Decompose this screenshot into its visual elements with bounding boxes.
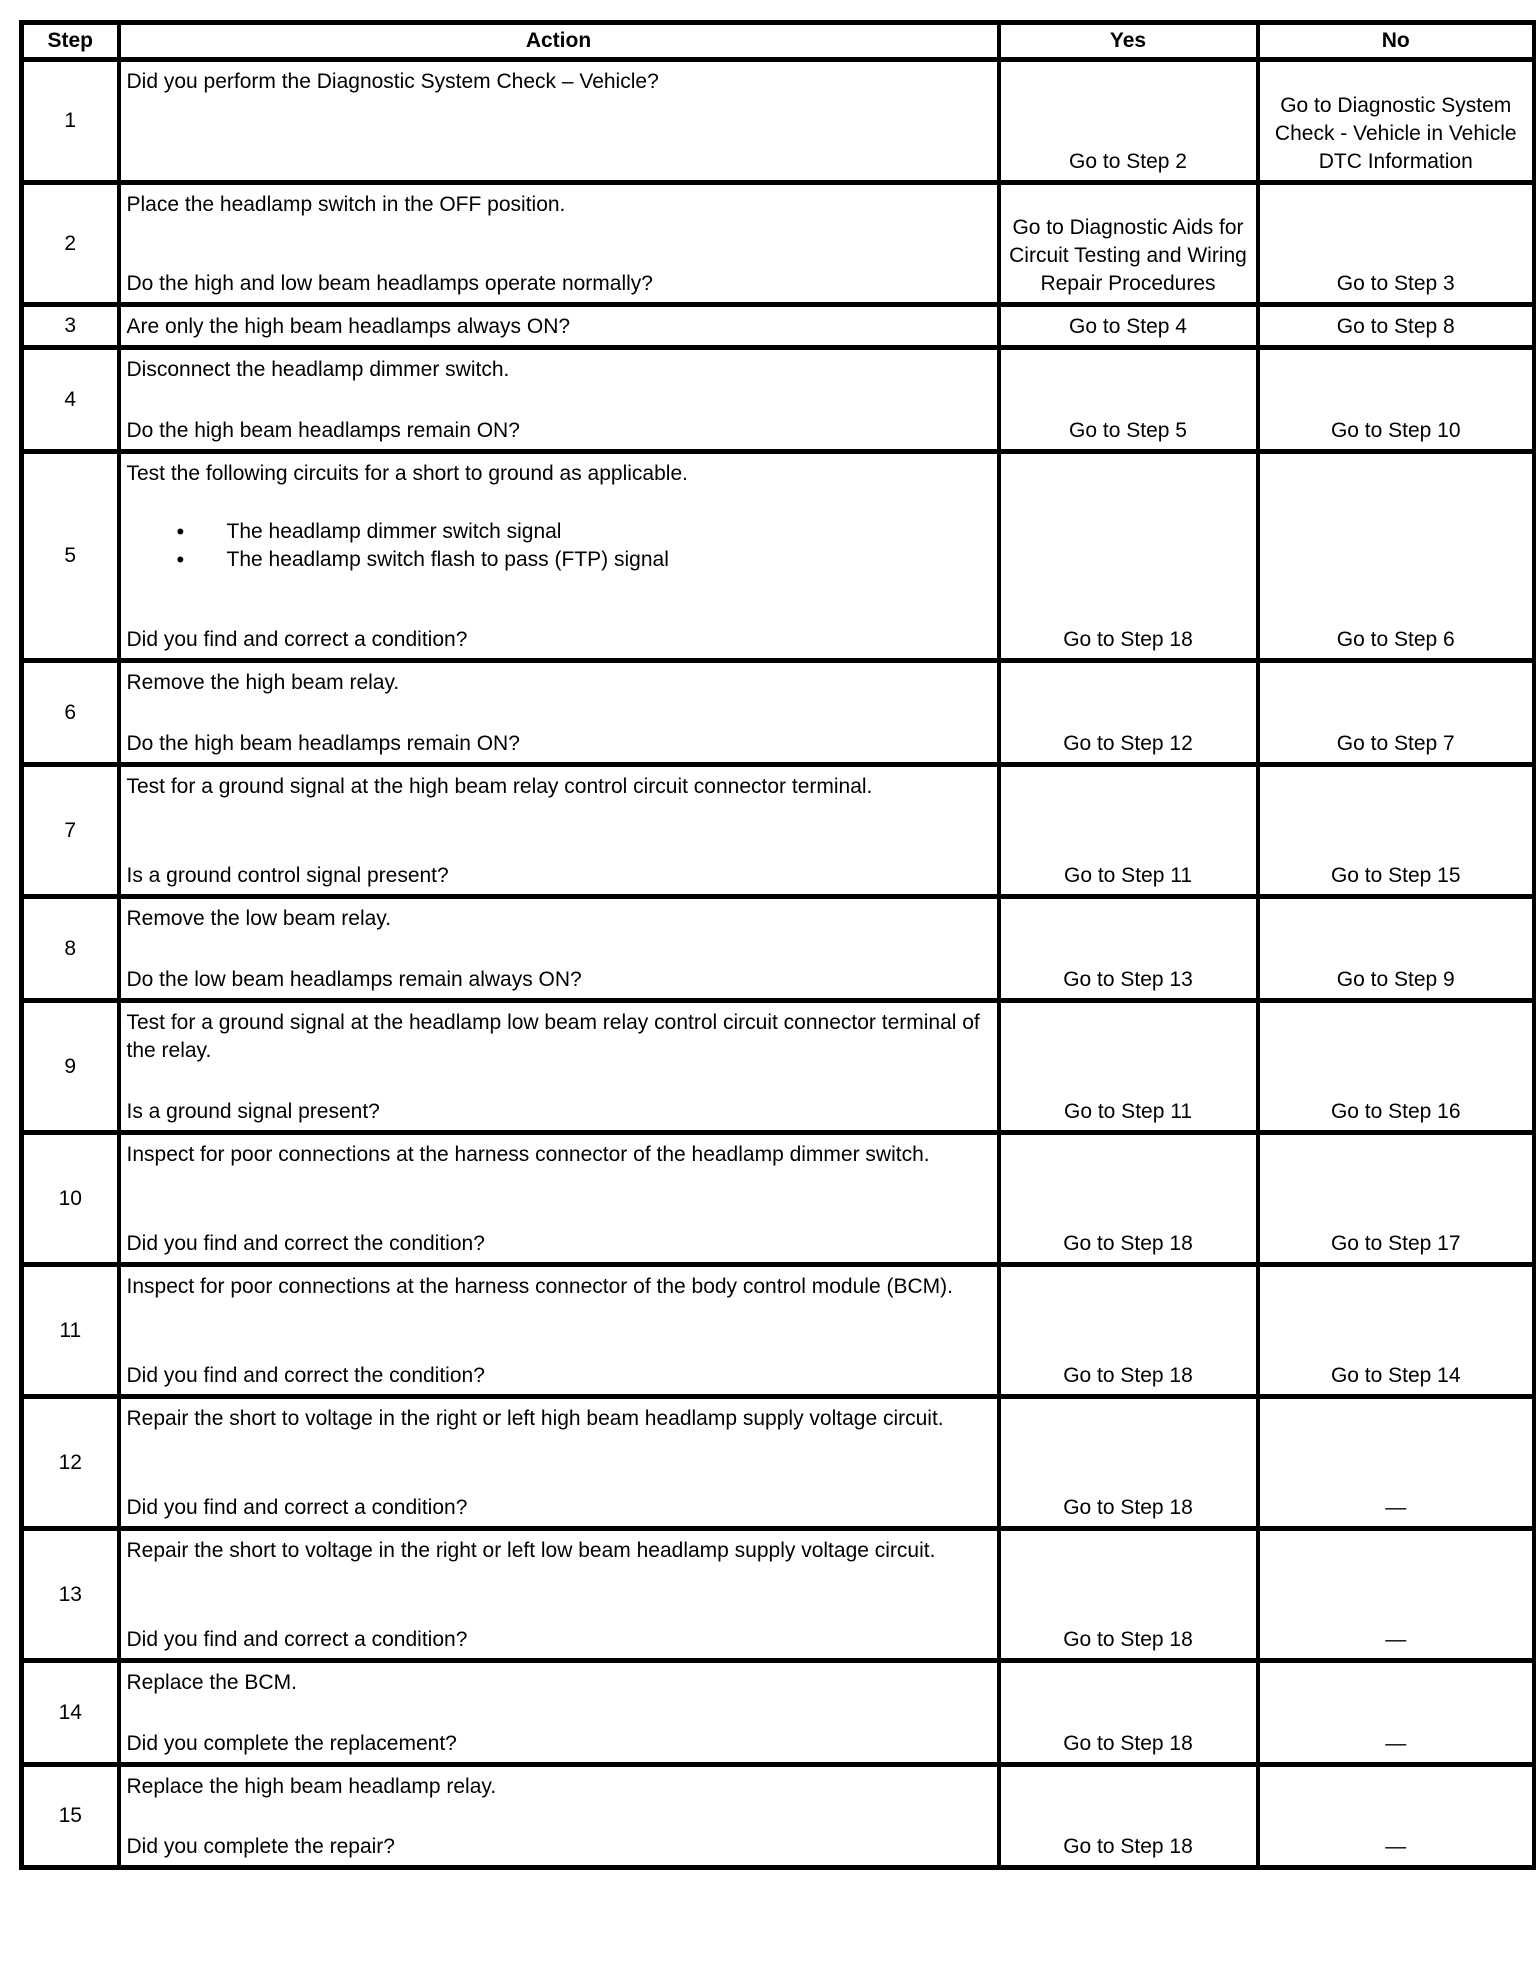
no-result: — — [1258, 1661, 1535, 1765]
no-result: Go to Step 9 — [1258, 897, 1535, 1001]
no-result: — — [1258, 1765, 1535, 1868]
action-text: Repair the short to voltage in the right or left low beam headlamp supply voltage circuit. — [126, 1539, 936, 1562]
action-instructions — [127, 1669, 991, 1697]
action-content — [127, 669, 991, 758]
action-text: Place the headlamp switch in the OFF position. — [126, 193, 566, 216]
action-instructions — [127, 356, 991, 384]
step-number: 11 — [22, 1265, 119, 1397]
circuit-list-item: • The headlamp dimmer switch signal — [127, 518, 991, 546]
action-content — [127, 191, 991, 298]
action-cell — [119, 60, 999, 183]
step-number: 7 — [22, 765, 119, 897]
action-content — [127, 1405, 991, 1522]
yes-result: Go to Step 5 — [999, 348, 1258, 452]
action-instructions — [127, 1537, 991, 1565]
action-instructions — [127, 1141, 991, 1169]
action-cell — [119, 1765, 999, 1868]
action-cell — [119, 1133, 999, 1265]
action-question: Do the high beam headlamps remain ON? — [126, 732, 520, 755]
action-cell — [119, 348, 999, 452]
action-content — [127, 460, 991, 654]
action-instructions — [127, 460, 991, 574]
no-result: Go to Step 7 — [1258, 661, 1535, 765]
no-result: Go to Step 15 — [1258, 765, 1535, 897]
action-text: Test for a ground signal at the high beam relay control circuit connector terminal. — [126, 775, 873, 798]
action-cell — [119, 1265, 999, 1397]
action-question: Is a ground signal present? — [126, 1100, 380, 1123]
table-row — [22, 305, 1535, 348]
action-instructions — [127, 773, 991, 801]
action-instructions — [127, 905, 991, 933]
yes-result: Go to Step 2 — [999, 60, 1258, 183]
action-text: Inspect for poor connections at the harness connector of the body control module (BCM). — [126, 1275, 953, 1298]
action-question: Did you find and correct a condition? — [126, 1496, 468, 1519]
action-instructions — [127, 1405, 991, 1433]
yes-result: Go to Diagnostic Aids for Circuit Testing and Wiring Repair Procedures — [999, 183, 1258, 305]
action-cell — [119, 765, 999, 897]
action-question: Did you find and correct a condition? — [126, 1628, 468, 1651]
action-text: Repair the short to voltage in the right or left high beam headlamp supply voltage circuit. — [126, 1407, 944, 1430]
yes-result: Go to Step 18 — [999, 1765, 1258, 1868]
action-cell — [119, 1397, 999, 1529]
table-row — [22, 897, 1535, 1001]
action-cell — [119, 183, 999, 305]
table-row — [22, 1001, 1535, 1133]
action-content — [127, 1273, 991, 1390]
yes-result: Go to Step 11 — [999, 765, 1258, 897]
table-row — [22, 183, 1535, 305]
action-instructions — [127, 1009, 991, 1065]
action-question: Did you complete the replacement? — [126, 1732, 457, 1755]
action-text: Test the following circuits for a short to ground as applicable. — [126, 462, 688, 485]
action-text: Did you perform the Diagnostic System Check – Vehicle? — [126, 70, 659, 93]
action-cell — [119, 897, 999, 1001]
step-number: 2 — [22, 183, 119, 305]
action-question: Did you find and correct the condition? — [126, 1364, 485, 1387]
header-step: Step — [22, 23, 119, 60]
yes-result: Go to Step 18 — [999, 452, 1258, 661]
action-content — [127, 356, 991, 445]
table-row — [22, 1397, 1535, 1529]
no-result: Go to Step 10 — [1258, 348, 1535, 452]
action-cell — [119, 305, 999, 348]
action-instructions — [127, 68, 991, 96]
yes-result: Go to Step 13 — [999, 897, 1258, 1001]
no-result: Go to Step 6 — [1258, 452, 1535, 661]
action-instructions — [127, 1273, 991, 1301]
no-result: Go to Step 16 — [1258, 1001, 1535, 1133]
step-number: 14 — [22, 1661, 119, 1765]
action-content — [127, 1009, 991, 1126]
action-instructions — [127, 313, 991, 341]
step-number: 13 — [22, 1529, 119, 1661]
action-text: Remove the high beam relay. — [126, 671, 400, 694]
table-row — [22, 765, 1535, 897]
step-number: 12 — [22, 1397, 119, 1529]
action-question: Did you find and correct a condition? — [126, 628, 468, 651]
step-number: 10 — [22, 1133, 119, 1265]
action-instructions — [127, 669, 991, 697]
yes-result: Go to Step 4 — [999, 305, 1258, 348]
table-body — [22, 60, 1535, 1868]
circuit-list-item: • The headlamp switch flash to pass (FTP) signal — [127, 546, 991, 574]
header-no: No — [1258, 23, 1535, 60]
action-content — [127, 1773, 991, 1861]
no-result: — — [1258, 1529, 1535, 1661]
table-row — [22, 452, 1535, 661]
no-result: Go to Step 3 — [1258, 183, 1535, 305]
step-number: 8 — [22, 897, 119, 1001]
action-content — [127, 68, 991, 176]
action-question: Do the high beam headlamps remain ON? — [126, 419, 520, 442]
action-cell — [119, 1529, 999, 1661]
action-instructions — [127, 191, 991, 219]
step-number: 1 — [22, 60, 119, 183]
table-row — [22, 1265, 1535, 1397]
yes-result: Go to Step 18 — [999, 1661, 1258, 1765]
action-cell — [119, 1661, 999, 1765]
table-row — [22, 1765, 1535, 1868]
action-question: Do the low beam headlamps remain always ON? — [126, 968, 582, 991]
table-row — [22, 661, 1535, 765]
action-content — [127, 905, 991, 994]
action-instructions — [127, 1773, 991, 1801]
circuit-list — [127, 518, 991, 574]
action-text: Remove the low beam relay. — [126, 907, 392, 930]
action-content — [127, 1537, 991, 1654]
action-text: Replace the high beam headlamp relay. — [126, 1775, 497, 1798]
step-number: 5 — [22, 452, 119, 661]
yes-result: Go to Step 18 — [999, 1265, 1258, 1397]
action-text: Test for a ground signal at the headlamp low beam relay control circuit connector terminal of the relay. — [126, 1011, 980, 1062]
action-text: Replace the BCM. — [126, 1671, 297, 1694]
action-text: Disconnect the headlamp dimmer switch. — [126, 358, 510, 381]
header-row — [22, 23, 1535, 60]
no-result: Go to Step 8 — [1258, 305, 1535, 348]
action-content — [127, 773, 991, 890]
header-yes: Yes — [999, 23, 1258, 60]
diagnostic-table — [19, 20, 1536, 1870]
action-question: Do the high and low beam headlamps operate normally? — [126, 272, 653, 295]
step-number: 9 — [22, 1001, 119, 1133]
header-action: Action — [119, 23, 999, 60]
yes-result: Go to Step 18 — [999, 1529, 1258, 1661]
action-content — [126, 313, 991, 338]
table-row — [22, 60, 1535, 183]
step-number: 15 — [22, 1765, 119, 1868]
action-cell — [119, 1001, 999, 1133]
step-number: 4 — [22, 348, 119, 452]
no-result: Go to Step 17 — [1258, 1133, 1535, 1265]
action-content — [127, 1669, 991, 1758]
table-row — [22, 1529, 1535, 1661]
no-result: — — [1258, 1397, 1535, 1529]
no-result: Go to Diagnostic System Check - Vehicle in Vehicle DTC Information — [1258, 60, 1535, 183]
table-row — [22, 1133, 1535, 1265]
action-content — [127, 1141, 991, 1258]
yes-result: Go to Step 18 — [999, 1397, 1258, 1529]
yes-result: Go to Step 11 — [999, 1001, 1258, 1133]
no-result: Go to Step 14 — [1258, 1265, 1535, 1397]
table-row — [22, 1661, 1535, 1765]
action-text: Are only the high beam headlamps always ON? — [126, 315, 571, 338]
action-question: Did you complete the repair? — [126, 1835, 395, 1858]
table-row — [22, 348, 1535, 452]
yes-result: Go to Step 18 — [999, 1133, 1258, 1265]
action-cell — [119, 661, 999, 765]
action-cell — [119, 452, 999, 661]
action-text: Inspect for poor connections at the harness connector of the headlamp dimmer switch. — [126, 1143, 930, 1166]
step-number: 6 — [22, 661, 119, 765]
step-number: 3 — [22, 305, 119, 348]
action-question: Is a ground control signal present? — [126, 864, 449, 887]
action-question: Did you find and correct the condition? — [126, 1232, 485, 1255]
yes-result: Go to Step 12 — [999, 661, 1258, 765]
